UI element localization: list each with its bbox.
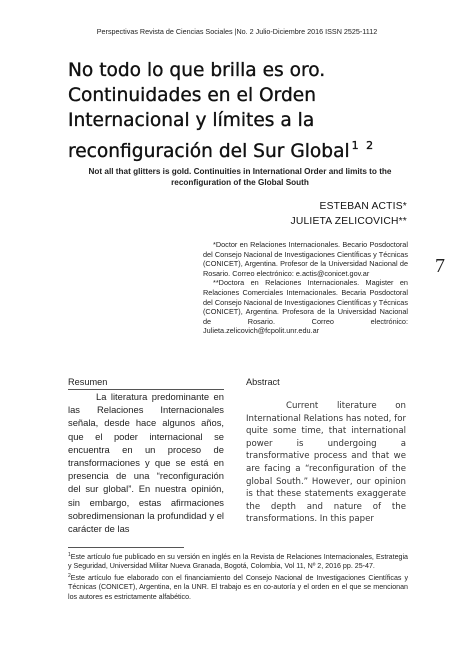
title-line-text: reconfiguración del Sur Global <box>68 141 350 162</box>
author-name: ESTEBAN ACTIS* <box>319 201 407 212</box>
title-footnote-marks: 1 2 <box>351 139 376 152</box>
page-number: 7 <box>435 255 445 277</box>
author-list <box>290 199 407 229</box>
footnote <box>68 572 408 602</box>
footnote-text: Este artículo fue elaborado con el financiamiento del Consejo Nacional de Investigaciones Científicas y Técnicas (CONICET), Argentina, en la UNR. El trabajo es en co-autoría y el orden en el que se mencionan los autores es estrictamente alfabético. <box>68 573 408 601</box>
abstract-body <box>246 400 406 526</box>
footnotes <box>68 551 408 602</box>
title-line: No todo lo que brilla es oro. <box>68 60 326 81</box>
abstract-text: Current literature on International Relations has noted, for quite some time, that international power is undergoing a transformative process and that we are facing a “reconfiguration of the global South.” However, our opinion is that these statements exaggerate the depth and nature of the transformations. In this paper <box>246 401 406 525</box>
title-line <box>68 133 428 164</box>
affiliation-note: **Doctora en Relaciones Internacionales. Magister en Relaciones Comerciales Internacionales. Becaria Posdoctoral del Consejo Nacional de Investigaciones Científicas y Técnicas (CONICET), Argentina. Profesora de la Universidad Nacional de Rosario. Correo electrónico: Julieta.zelicovich@fcpolit.unr.edu.ar <box>203 278 408 336</box>
footnote-mark: 1 <box>68 552 71 558</box>
english-title-line: Not all that glitters is gold. Continuities in International Order and limits to the <box>88 167 392 176</box>
english-title-line: reconfiguration of the Global South <box>171 178 309 187</box>
author-name: JULIETA ZELICOVICH** <box>290 216 407 227</box>
footnote-divider <box>68 547 184 548</box>
abstract-heading: Abstract <box>246 377 280 387</box>
footnote <box>68 551 408 572</box>
resumen-heading: Resumen <box>68 377 108 387</box>
affiliation-note: *Doctor en Relaciones Internacionales. Becario Posdoctoral del Consejo Nacional de Investigaciones Científicas y Técnicas (CONICET), Argentina. Profesor de la Universidad Nacional de Rosario. Correo electrónico: e.actis@conicet.gov.ar <box>203 240 408 278</box>
resumen-text: La literatura predominante en las Relaciones Internacionales señala, desde hace algunos años, que el poder internacional se encuentra en un proceso de transformaciones y que se está en presencia de una “reconfiguración del sur global”. En nuestra opinión, sin embargo, estas afirmaciones sobredimensionan la profundidad y el carácter de las <box>68 391 224 535</box>
resumen-body <box>68 390 224 535</box>
title-line: Continuidades en el Orden <box>68 85 317 106</box>
journal-header: Perspectivas Revista de Ciencias Sociales |No. 2 Julio-Diciembre 2016 ISSN 2525-1112 <box>96 27 378 36</box>
footnote-mark: 2 <box>68 572 71 579</box>
english-title <box>60 166 420 188</box>
article-title <box>68 58 428 164</box>
title-line: Internacional y límites a la <box>68 110 315 131</box>
author-affiliations <box>203 240 408 336</box>
footnote-text: Este artículo fue publicado en su versión en inglés en la Revista de Relaciones Internacionales, Estrategia y Seguridad, Universidad Militar Nueva Granada, Bogotá, Colombia, Vol 11, Nº 2, 2016 pp. 25-47. <box>68 553 408 571</box>
